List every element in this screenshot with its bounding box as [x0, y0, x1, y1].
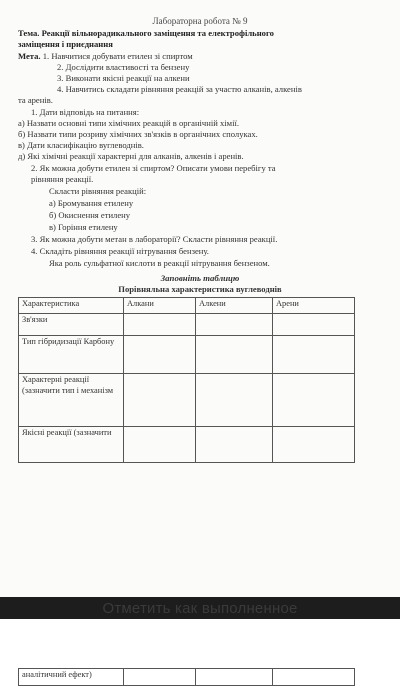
table-header: Алкани	[124, 298, 196, 314]
mark-as-done-label: Отметить как выполненное	[102, 599, 298, 617]
mark-as-done-button[interactable]	[0, 597, 400, 619]
topic-text-1: Реакції вільнорадикального заміщення та електрофільного	[41, 28, 274, 38]
table-row	[19, 669, 355, 686]
question-line: 3. Як можна добути метан в лабораторії? Скласти рівняння реакції.	[31, 234, 278, 244]
row-label: Тип гібридизації Карбону	[19, 336, 124, 374]
goal-item: 4. Навчитись складати рівняння реакцій за участю алканів, алкенів	[57, 84, 302, 94]
fill-table-caption: Заповніть таблицю	[160, 273, 240, 283]
table-row	[19, 427, 355, 463]
topic-label: Тема.	[18, 28, 40, 38]
table-cell	[273, 374, 355, 427]
goal-line-1	[18, 51, 193, 62]
goal-item: 2. Дослідити властивості та бензену	[57, 62, 190, 72]
row-label: аналітичний ефект)	[19, 669, 124, 686]
lower-page-fragment	[0, 619, 400, 695]
table-cell	[196, 374, 273, 427]
question-line: в) Горіння етилену	[49, 222, 118, 232]
question-line: б) Окиснення етилену	[49, 210, 131, 220]
table-cell	[124, 669, 196, 686]
question-line: рівняння реакції.	[31, 174, 94, 184]
table-row	[19, 336, 355, 374]
table-header: Характеристика	[19, 298, 124, 314]
goal-item: 1. Навчитися добувати етилен зі спиртом	[42, 51, 193, 61]
table-cell	[124, 374, 196, 427]
row-label: Характерні реакції (зазначити тип і механізм	[19, 374, 124, 427]
table-cell	[273, 314, 355, 336]
table-cell	[196, 427, 273, 463]
comparison-table-continued	[18, 668, 355, 686]
question-line: в) Дати класифікацію вуглеводнів.	[18, 140, 144, 150]
table-cell	[273, 336, 355, 374]
topic-line-2: заміщення і приєднання	[18, 39, 113, 49]
goal-label: Мета.	[18, 51, 41, 61]
table-cell	[196, 336, 273, 374]
table-cell	[124, 427, 196, 463]
table-cell	[124, 336, 196, 374]
table-row	[19, 314, 355, 336]
comparison-table	[18, 297, 355, 463]
question-line: а) Назвати основні типи хімічних реакцій в органічній хімії.	[18, 118, 240, 128]
question-line: Яка роль сульфатної кислоти в реакції нітрування бензеном.	[49, 258, 270, 268]
row-label: Зв'язки	[19, 314, 124, 336]
question-line: 4. Складіть рівняння реакції нітрування бензену.	[31, 246, 209, 256]
table-cell	[124, 314, 196, 336]
table-header-row	[19, 298, 355, 314]
goal-tail: та аренів.	[18, 95, 53, 105]
table-cell	[196, 669, 273, 686]
question-line: 1. Дати відповідь на питання:	[31, 107, 140, 117]
table-header: Арени	[273, 298, 355, 314]
table-row	[19, 374, 355, 427]
table-cell	[273, 669, 355, 686]
table-cell	[196, 314, 273, 336]
row-label: Якісні реакції (зазначити	[19, 427, 124, 463]
question-line: Скласти рівняння реакцій:	[49, 186, 147, 196]
table-cell	[273, 427, 355, 463]
question-line: а) Бромування етилену	[49, 198, 134, 208]
goal-item: 3. Виконати якісні реакції на алкени	[57, 73, 190, 83]
table-title: Порівняльна характеристика вуглеводнів	[118, 284, 282, 294]
doc-title: Лабораторна робота № 9	[152, 16, 248, 26]
question-line: б) Назвати типи розриву хімічних зв'язків в органічних сполуках.	[18, 129, 258, 139]
topic-line-1	[18, 28, 274, 39]
question-line: 2. Як можна добути етилен зі спиртом? Описати умови перебігу та	[31, 163, 276, 173]
table-header: Алкени	[196, 298, 273, 314]
question-line: д) Які хімічні реакції характерні для алканів, алкенів і аренів.	[18, 151, 244, 161]
